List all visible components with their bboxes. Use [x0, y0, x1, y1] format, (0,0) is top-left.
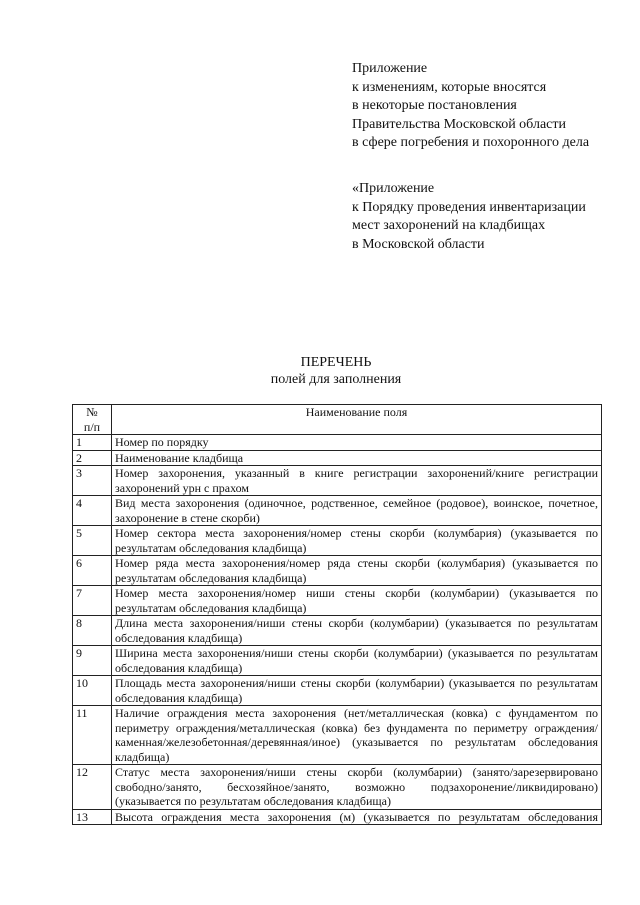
- sub-appendix-header-line: к Порядку проведения инвентаризации: [352, 199, 586, 215]
- appendix-header: [352, 60, 589, 153]
- sub-appendix-header: [352, 180, 586, 254]
- appendix-header-line: в сфере погребения и похоронного дела: [352, 135, 590, 150]
- table-row: [73, 496, 602, 526]
- row-number: 11: [73, 706, 112, 765]
- row-number: 10: [73, 676, 112, 706]
- row-field-name: Площадь места захоронения/ниши стены скорби (колумбарии) (указывается по результатам обследования кладбища): [112, 676, 602, 706]
- table-row: [73, 435, 602, 451]
- row-number: 5: [73, 526, 112, 556]
- row-field-name: Вид места захоронения (одиночное, родственное, семейное (родовое), воинское, почетное, захоронение в стене скорби): [112, 496, 602, 526]
- table-row: [73, 676, 602, 706]
- list-title: ПЕРЕЧЕНЬ: [300, 355, 372, 370]
- row-field-name: Номер по порядку: [112, 435, 602, 451]
- row-field-name: Наименование кладбища: [112, 450, 602, 466]
- appendix-header-line: в некоторые постановления: [352, 98, 517, 113]
- row-field-name: Ширина места захоронения/ниши стены скорби (колумбарии) (указывается по результатам обследования кладбища): [112, 646, 602, 676]
- row-field-name: Номер захоронения, указанный в книге регистрации захоронений/книге регистрации захоронений урн с прахом: [112, 466, 602, 496]
- header-num-symbol: №: [86, 405, 98, 419]
- row-field-name: Номер сектора места захоронения/номер стены скорби (колумбария) (указывается по результатам обследования кладбища): [112, 526, 602, 556]
- table-row: [73, 526, 602, 556]
- row-number: 7: [73, 586, 112, 616]
- header-name-cell: Наименование поля: [112, 405, 602, 435]
- header-num-abbr: п/п: [83, 419, 101, 434]
- row-number: 12: [73, 765, 112, 810]
- header-num-cell: [73, 405, 112, 435]
- row-field-name: Длина места захоронения/ниши стены скорби (колумбарии) (указывается по результатам обследования кладбища): [112, 616, 602, 646]
- appendix-header-line: Правительства Московской области: [352, 116, 566, 132]
- row-field-name: Номер ряда места захоронения/номер ряда стены скорби (колумбария) (указывается по результатам обследования кладбища): [112, 556, 602, 586]
- appendix-header-line: к изменениям, которые вносятся: [352, 79, 547, 95]
- sub-appendix-header-line: мест захоронений на кладбищах: [352, 218, 546, 233]
- row-number: 6: [73, 556, 112, 586]
- table-row: [73, 450, 602, 466]
- table-row: [73, 616, 602, 646]
- row-number: 4: [73, 496, 112, 526]
- row-number: 1: [73, 435, 112, 451]
- row-number: 8: [73, 616, 112, 646]
- list-subtitle: полей для заполнения: [270, 372, 402, 387]
- table-row: [73, 586, 602, 616]
- fields-table: [72, 404, 602, 825]
- table-row: [73, 466, 602, 496]
- row-field-name: Статус места захоронения/ниши стены скорби (колумбарии) (занято/зарезервировано свободно/занято, бесхозяйное/занято, возможно подзахоронение/ликвидировано) (указывается по результатам обследования кладбища): [112, 765, 602, 810]
- table-row: [73, 646, 602, 676]
- row-number: 13: [73, 809, 112, 825]
- appendix-header-line: Приложение: [352, 61, 428, 76]
- row-number: 9: [73, 646, 112, 676]
- row-number: 3: [73, 466, 112, 496]
- row-number: 2: [73, 450, 112, 466]
- table-header-row: [73, 405, 602, 435]
- sub-appendix-header-line: «Приложение: [352, 181, 435, 196]
- row-field-name: Номер места захоронения/номер ниши стены скорби (колумбарии) (указывается по результатам обследования кладбища): [112, 586, 602, 616]
- table-row: [73, 556, 602, 586]
- table-row: [73, 765, 602, 810]
- row-field-name: Наличие ограждения места захоронения (нет/металлическая (ковка) с фундаментом по периметру ограждения/металлическая (ковка) без фундамента по периметру ограждения/каменная/железобетонная/деревянная/иное) (указывается по результатам обследования кладбища): [112, 706, 602, 765]
- sub-appendix-header-line: в Московской области: [352, 236, 485, 252]
- row-field-name: Высота ограждения места захоронения (м) (указывается по результатам обследования: [112, 809, 602, 825]
- table-row: [73, 809, 602, 825]
- table-row: [73, 706, 602, 765]
